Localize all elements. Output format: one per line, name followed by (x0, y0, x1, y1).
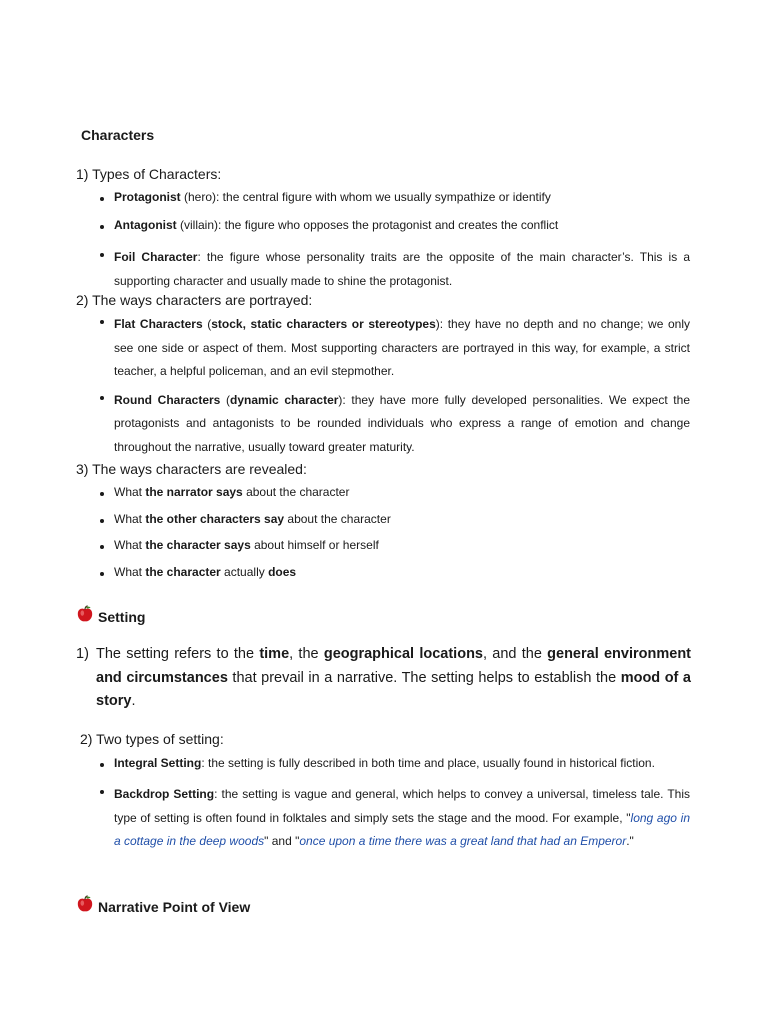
list-item: Integral Setting: the setting is fully described in both time and place, usually found in historical fiction. (100, 756, 690, 783)
list-item: Antagonist (villain): the figure who opposes the protagonist and creates the conflict (100, 218, 690, 246)
list-item: What the narrator says about the character (100, 485, 690, 512)
heading-setting: Setting (98, 609, 146, 625)
portrayal-list (100, 313, 690, 459)
types-of-setting-title: 2) Two types of setting: (80, 731, 224, 747)
list-item: What the other characters say about the character (100, 512, 690, 539)
list-item: Protagonist (hero): the central figure with whom we usually sympathize or identify (100, 190, 690, 218)
setting-types-list (100, 756, 690, 854)
red-apple-icon (76, 895, 94, 913)
list-item: What the character says about himself or herself (100, 538, 690, 565)
list-item: Backdrop Setting: the setting is vague and general, which helps to convey a universal, timeless tale. This type of setting is often found in folktales and simply sets the stage and the mood. For example, "long ago in a cottage in the deep woods" and "once upon a time there was a great land that had an Emperor." (100, 783, 690, 854)
setting-definition: 1) The setting refers to the time, the geographical locations, and the general environment and circumstances that prevail in a narrative. The setting helps to establish the mood of a story. (76, 646, 692, 709)
ways-revealed-title: 3) The ways characters are revealed: (76, 461, 307, 477)
heading-narrative-point-of-view: Narrative Point of View (98, 899, 251, 915)
character-types-list (100, 190, 690, 293)
revealed-list (100, 485, 690, 579)
list-item: Round Characters (dynamic character): they have more fully developed personalities. We expect the protagonists and antagonists to be rounded individuals who express a range of emotion and change throughout the narrative, usually toward greater maturity. (100, 389, 690, 460)
list-item: Foil Character: the figure whose personality traits are the opposite of the main character’s. This is a supporting character and usually made to shine the protagonist. (100, 246, 690, 293)
ways-portrayed-title: 2) The ways characters are portrayed: (76, 292, 313, 308)
types-of-characters-title: 1) Types of Characters: (76, 166, 222, 182)
list-item: What the character actually does (100, 565, 690, 579)
list-item: Flat Characters (stock, static characters or stereotypes): they have no depth and no change; we only see one side or aspect of them. Most supporting characters are portrayed in this way, for example, a strict teacher, a helpful policeman, and an evil stepmother. (100, 313, 690, 384)
red-apple-icon (76, 605, 94, 623)
heading-characters: Characters (81, 127, 155, 143)
